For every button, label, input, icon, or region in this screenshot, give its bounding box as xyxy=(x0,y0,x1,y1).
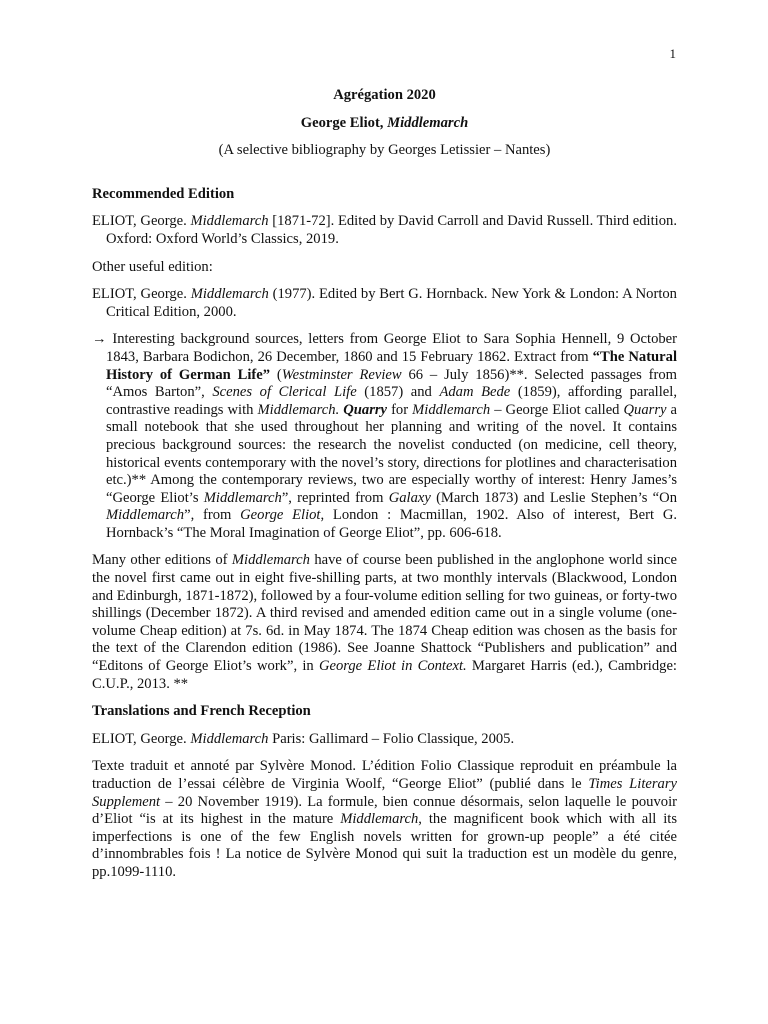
document-body xyxy=(92,87,677,892)
other-edition-label: Other useful edition: xyxy=(92,258,213,275)
page-number: 1 xyxy=(669,46,676,61)
bibliography-credit: (A selective bibliography by Georges Letissier – Nantes) xyxy=(218,142,551,159)
reference-recommended-edition: ELIOT, George. Middlemarch [1871-72]. Edited by David Carroll and David Russell. Third edition. Oxford: Oxford World’s Classics, 2019. xyxy=(92,213,677,247)
author-name: George Eliot, xyxy=(300,114,384,131)
reference-other-edition: ELIOT, George. Middlemarch (1977). Edited by Bert G. Hornback. New York & London: A Norton Critical Edition, 2000. xyxy=(92,286,677,320)
section-heading-translations: Translations and French Reception xyxy=(92,703,311,720)
background-sources-paragraph: → Interesting background sources, letters from George Eliot to Sara Sophia Hennell, 9 October 1843, Barbara Bodichon, 26 December, 1860 and 15 February 1862. Extract from “The Natural History of German Life” (Westminster Review 66 – July 1856)**. Selected passages from “Amos Barton”, Scenes of Clerical Life (1857) and Adam Bede (1859), affording parallel, contrastive readings with Middlemarch. Quarry for Middlemarch – George Eliot called Quarry a small notebook that she used throughout her planning and writing of the novel. It contains precious background sources: the research the novelist conducted (on medicine, cell theory, historical events contemporary with the novel’s story, directions for plotlines and characterisation etc.)** Among the contemporary reviews, two are especially worthy of interest: Henry James’s “George Eliot’s Middlemarch”, reprinted from Galaxy (March 1873) and Leslie Stephen’s “On Middlemarch”, from George Eliot, London : Macmillan, 1902. Also of interest, Bert G. Hornback’s “The Moral Imagination of George Eliot”, pp. 606-618. xyxy=(92,331,678,541)
translation-notes-paragraph: Texte traduit et annoté par Sylvère Monod. L’édition Folio Classique reproduit en préambule la traduction de l’essai célèbre de Virginia Woolf, “George Eliot” (publié dans le Times Literary Supplement – 20 November 1919). La formule, bien connue désormais, selon laquelle le pouvoir d’Eliot “is at its highest in the mature Middlemarch, the magnificent book which with all its imperfections is one of the few English novels written for grown-up people” a été citée d’innombrables fois ! La notice de Sylvère Monod qui suit la traduction est un modèle du genre, pp.1099-1110. xyxy=(92,758,678,880)
document-subtitle xyxy=(92,115,677,133)
work-title: Middlemarch xyxy=(387,114,469,131)
document-title: Agrégation 2020 xyxy=(333,87,436,103)
section-heading-recommended: Recommended Edition xyxy=(92,185,235,202)
reference-french-translation: ELIOT, George. Middlemarch Paris: Gallimard – Folio Classique, 2005. xyxy=(92,730,515,747)
editions-history-paragraph: Many other editions of Middlemarch have of course been published in the anglophone world since the novel first came out in eight five-shilling parts, at two monthly intervals (Blackwood, London and Edinburgh, 1871-1872), followed by a four-volume edition selling for two guineas, or forty-two shillings (December 1872). A third revised and amended edition came out in a single volume (one-volume Cheap edition) at 7s. 6d. in May 1874. The 1874 Cheap edition was chosen as the basis for the text of the Clarendon edition (1986). See Joanne Shattock “Publishers and publication” and “Editons of George Eliot’s work”, in George Eliot in Context. Margaret Harris (ed.), Cambridge: C.U.P., 2013. ** xyxy=(92,552,677,692)
